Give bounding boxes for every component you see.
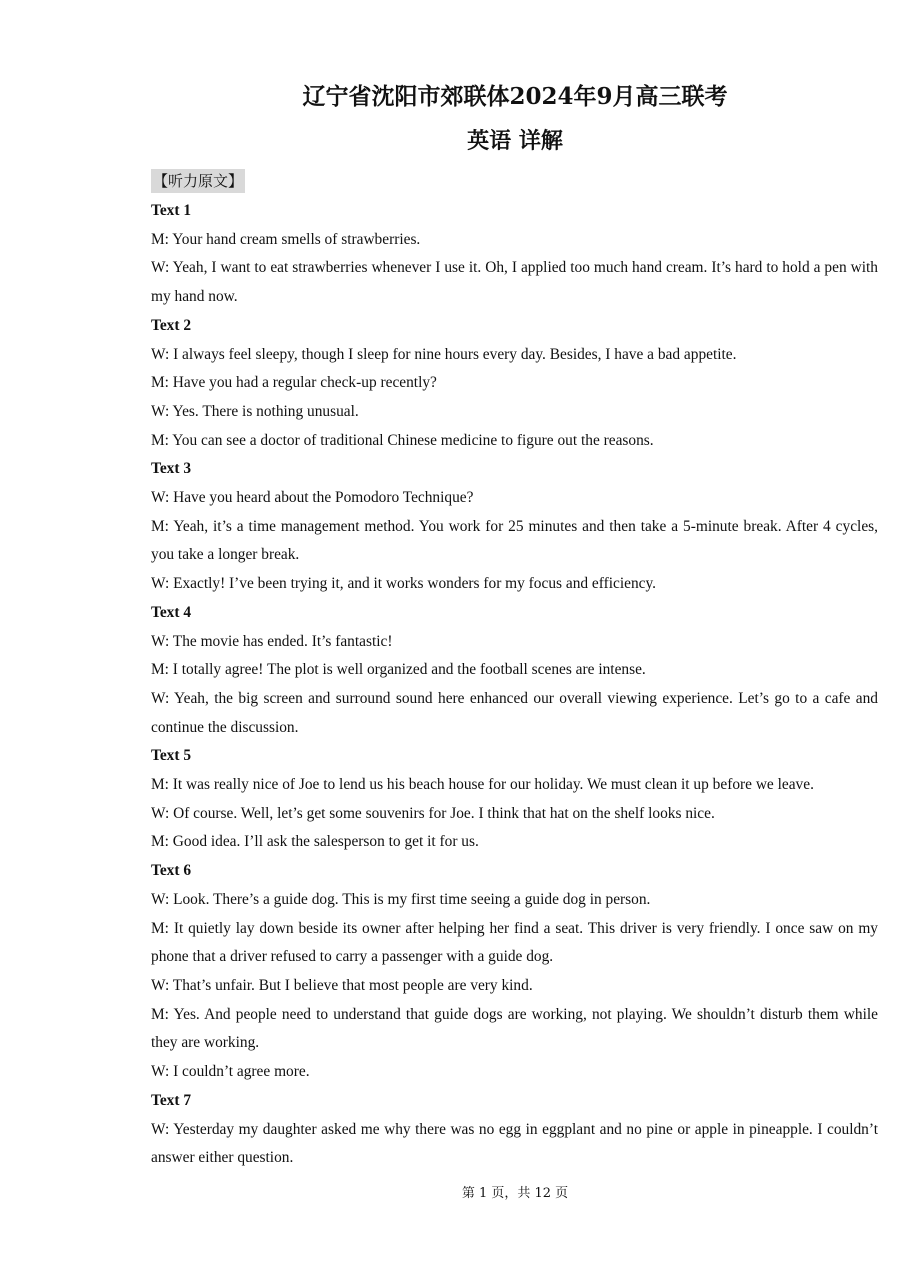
text-heading: Text 6 <box>151 862 192 880</box>
dialogue-line: M: Good idea. I’ll ask the salesperson to get it for us. <box>151 833 479 851</box>
dialogue-line: W: Yesterday my daughter asked me why there was no egg in eggplant and no pine or apple in pineapple. I couldn’t answer either question. <box>151 1120 878 1167</box>
dialogue-line: M: Have you had a regular check-up recently? <box>151 374 437 392</box>
document-body <box>151 168 878 1173</box>
dialogue-line: W: I always feel sleepy, though I sleep for nine hours every day. Besides, I have a bad appetite. <box>151 345 737 363</box>
dialogue-line: M: You can see a doctor of traditional Chinese medicine to figure out the reasons. <box>151 431 654 449</box>
dialogue-line: M: Yes. And people need to understand that guide dogs are working, not playing. We shouldn’t disturb them while they are working. <box>151 1005 878 1052</box>
dialogue-line: W: Yeah, I want to eat strawberries whenever I use it. Oh, I applied too much hand cream. It’s hard to hold a pen with my hand now. <box>151 259 878 306</box>
text-heading: Text 3 <box>151 460 192 478</box>
dialogue-line: M: It was really nice of Joe to lend us his beach house for our holiday. We must clean it up before we leave. <box>151 776 814 794</box>
dialogue-line: W: Of course. Well, let’s get some souvenirs for Joe. I think that hat on the shelf looks nice. <box>151 804 715 822</box>
document-subtitle: 英语 详解 <box>467 128 563 154</box>
dialogue-line: W: Have you heard about the Pomodoro Technique? <box>151 489 474 507</box>
dialogue-line: M: I totally agree! The plot is well organized and the football scenes are intense. <box>151 661 646 679</box>
text-heading: Text 7 <box>151 1091 192 1109</box>
document-title: 辽宁省沈阳市郊联体2024年9月高三联考 <box>302 83 728 110</box>
page-footer: 第 1 页，共 12 页 <box>461 1186 569 1201</box>
dialogue-line: W: I couldn’t agree more. <box>151 1063 310 1081</box>
dialogue-line: W: Exactly! I’ve been trying it, and it works wonders for my focus and efficiency. <box>151 575 657 593</box>
dialogue-line: W: Yeah, the big screen and surround sound here enhanced our overall viewing experience. Let’s go to a cafe and continue the discussion. <box>151 689 878 736</box>
text-heading: Text 2 <box>151 316 192 334</box>
text-heading: Text 1 <box>151 202 192 219</box>
dialogue-line: W: Yes. There is nothing unusual. <box>151 402 359 420</box>
text-heading: Text 4 <box>151 603 192 621</box>
dialogue-line: W: Look. There’s a guide dog. This is my first time seeing a guide dog in person. <box>151 890 651 908</box>
dialogue-line: W: That’s unfair. But I believe that most people are very kind. <box>151 976 533 994</box>
section-tag: 【听力原文】 <box>151 169 245 193</box>
transcript-list <box>151 197 878 1173</box>
dialogue-line: W: The movie has ended. It’s fantastic! <box>151 632 393 650</box>
dialogue-line: M: It quietly lay down beside its owner after helping her find a seat. This driver is very friendly. I once saw on my phone that a driver refused to carry a passenger with a guide dog. <box>151 919 878 966</box>
dialogue-line: M: Yeah, it’s a time management method. You work for 25 minutes and then take a 5-minute break. After 4 cycles, you take a longer break. <box>151 517 878 564</box>
text-heading: Text 5 <box>151 747 192 765</box>
dialogue-line: M: Your hand cream smells of strawberries. <box>151 230 421 248</box>
